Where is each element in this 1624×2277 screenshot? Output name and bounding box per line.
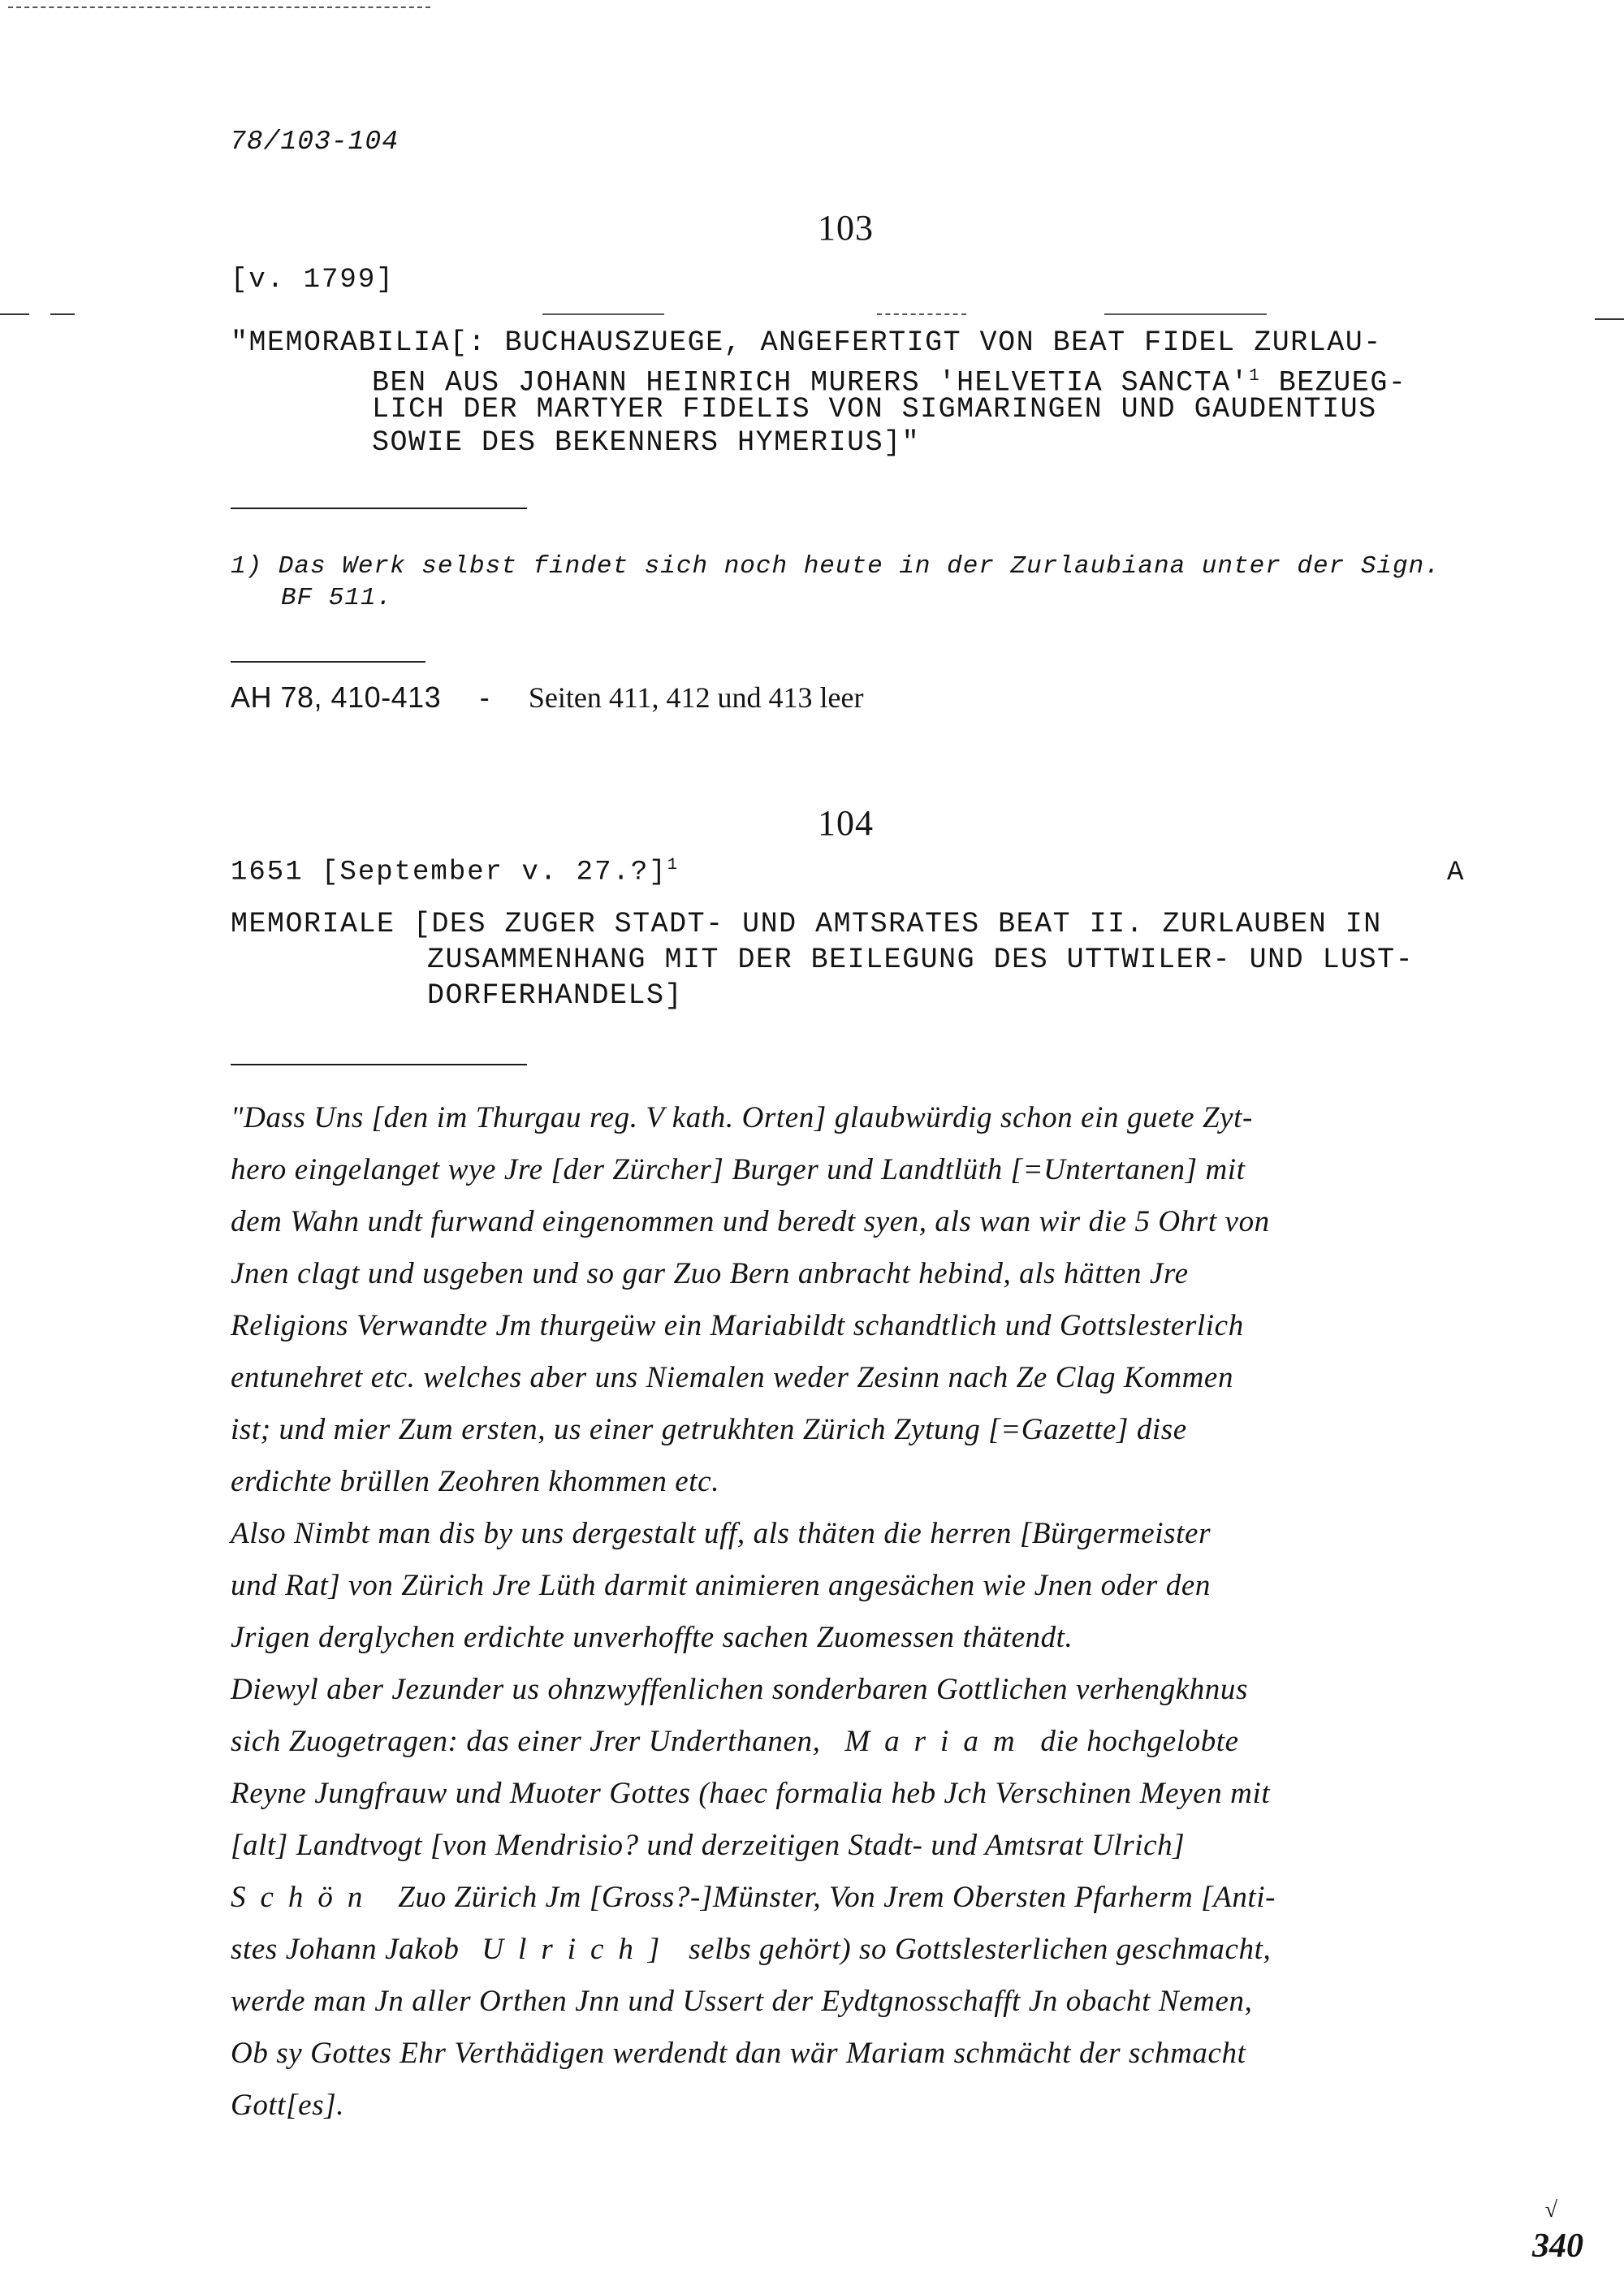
doc104-number: 104: [818, 803, 874, 843]
body-line-3: dem Wahn undt furwand eingenommen und beredt syen, als wan wir die 5 Ohrt von: [231, 1205, 1270, 1238]
body-line-1: "Dass Uns [den im Thurgau reg. V kath. Orten] glaubwürdig schon ein guete Zyt-: [231, 1101, 1253, 1134]
body-line-9: Also Nimbt man dis by uns dergestalt uff, als thäten die herren [Bürgermeister: [231, 1517, 1212, 1550]
body-line-19: Ob sy Gottes Ehr Verthädigen werdendt dan wär Mariam schmächt der schmacht: [231, 2037, 1246, 2070]
doc104-date-line: [231, 856, 679, 888]
archive-reference: AH 78, 410-413: [231, 681, 442, 714]
doc103-title-line-3: LICH DER MARTYER FIDELIS VON SIGMARINGEN UND GAUDENTIUS: [372, 393, 1377, 426]
document-reference: 78/103-104: [230, 127, 400, 157]
redaction-mark-3: [1104, 313, 1267, 315]
footnote-separator: [231, 508, 527, 509]
handwritten-page-number: 340: [1532, 2227, 1583, 2265]
redaction-mark: [542, 313, 664, 315]
doc103-title-line-2-text: BEN AUS JOHANN HEINRICH MURERS 'HELVETIA SANCTA': [372, 366, 1250, 400]
body-line-8: erdichte brüllen Zeohren khommen etc.: [231, 1465, 720, 1498]
archive-note: Seiten 411, 412 und 413 leer: [528, 681, 864, 714]
left-margin-mark-2: [50, 313, 75, 315]
body-line-12: Diewyl aber Jezunder us ohnzwyffenlichen sonderbaren Gottlichen verhengkhnus: [231, 1673, 1248, 1706]
body-line-17: [231, 1932, 1271, 1967]
doc103-footnote-line-1: 1) Das Werk selbst findet sich noch heute in der Zurlaubiana unter der Sign.: [231, 552, 1440, 581]
body-line-18: werde man Jn aller Orthen Jnn und Ussert der Eydtgnosschafft Jn obacht Nemen,: [231, 1985, 1253, 2018]
body-line-14: Reyne Jungfrauw und Muoter Gottes (haec formalia heb Jch Verschinen Meyen mit: [231, 1777, 1271, 1810]
version-mark: A: [1447, 858, 1466, 888]
body-line-6: entunehret etc. welches aber uns Niemalen weder Zesinn nach Ze Clag Kommen: [231, 1361, 1234, 1394]
redaction-mark-2: [877, 313, 966, 315]
body-line-16-tail: Zuo Zürich Jm [Gross?-]Münster, Von Jrem Obersten Pfarherm [Anti-: [398, 1881, 1276, 1914]
doc103-title-line-1: "MEMORABILIA[: BUCHAUSZUEGE, ANGEFERTIGT VON BEAT FIDEL ZURLAU-: [231, 326, 1382, 359]
doc103-title-line-2-tail: BEZUEG-: [1278, 366, 1407, 400]
emphasized-ulrich: Ulrich]: [482, 1933, 675, 1966]
body-line-20: Gott[es].: [231, 2089, 345, 2122]
body-line-15: [alt] Landtvogt [von Mendrisio? und derzeitigen Stadt- und Amtsrat Ulrich]: [231, 1829, 1186, 1862]
body-line-17-tail: selbs gehört) so Gottslesterlichen geschmacht,: [689, 1933, 1272, 1966]
body-line-4: Jnen clagt und usgeben und so gar Zuo Bern anbracht hebind, als hätten Jre: [231, 1257, 1189, 1290]
archive-dash: -: [479, 681, 490, 714]
doc103-title-line-4: SOWIE DES BEKENNERS HYMERIUS]": [372, 426, 921, 459]
body-line-10: und Rat] von Zürich Jre Lüth darmit animieren angesächen wie Jnen oder den: [231, 1569, 1211, 1602]
doc104-title-line-3: DORFERHANDELS]: [427, 979, 684, 1012]
emphasized-schoen: Schön: [231, 1881, 378, 1914]
scan-edge-marks: [8, 6, 430, 8]
body-line-16: [231, 1880, 1276, 1915]
doc104-date: 1651 [September v. 27.?]: [231, 857, 667, 888]
doc103-archive-line: [231, 681, 864, 716]
left-margin-mark: [0, 313, 29, 315]
body-line-11: Jrigen derglychen erdichte unverhoffte sachen Zuomessen thätendt.: [231, 1621, 1073, 1654]
body-line-2: hero eingelanget wye Jre [der Zürcher] Burger und Landtlüth [=Untertanen] mit: [231, 1153, 1246, 1186]
body-line-17-text: stes Johann Jakob: [231, 1933, 460, 1966]
archive-separator: [231, 661, 425, 663]
doc104-title-line-1: MEMORIALE [DES ZUGER STADT- UND AMTSRATES BEAT II. ZURLAUBEN IN: [231, 908, 1382, 940]
text-separator: [231, 1064, 527, 1065]
doc103-footnote-line-2: BF 511.: [281, 584, 393, 612]
doc103-date: [v. 1799]: [231, 265, 395, 296]
footnote-mark: 1: [667, 856, 679, 875]
body-line-7: ist; und mier Zum ersten, us einer getrukhten Zürich Zytung [=Gazette] dise: [231, 1413, 1187, 1446]
body-line-5: Religions Verwandte Jm thurgeüw ein Mariabildt schandtlich und Gottslesterlich: [231, 1309, 1244, 1342]
emphasized-mariam: Mariam: [844, 1725, 1030, 1758]
right-margin-mark: [1595, 318, 1624, 320]
doc103-number: 103: [818, 208, 874, 248]
body-line-13-text: sich Zuogetragen: das einer Jrer Underthanen,: [231, 1725, 821, 1758]
body-line-13-tail: die hochgelobte: [1040, 1725, 1239, 1758]
footnote-mark: 1: [1249, 367, 1261, 386]
doc104-title-line-2: ZUSAMMENHANG MIT DER BEILEGUNG DES UTTWILER- UND LUST-: [427, 944, 1415, 976]
check-mark: √: [1544, 2197, 1557, 2223]
body-line-13: [231, 1724, 1239, 1759]
